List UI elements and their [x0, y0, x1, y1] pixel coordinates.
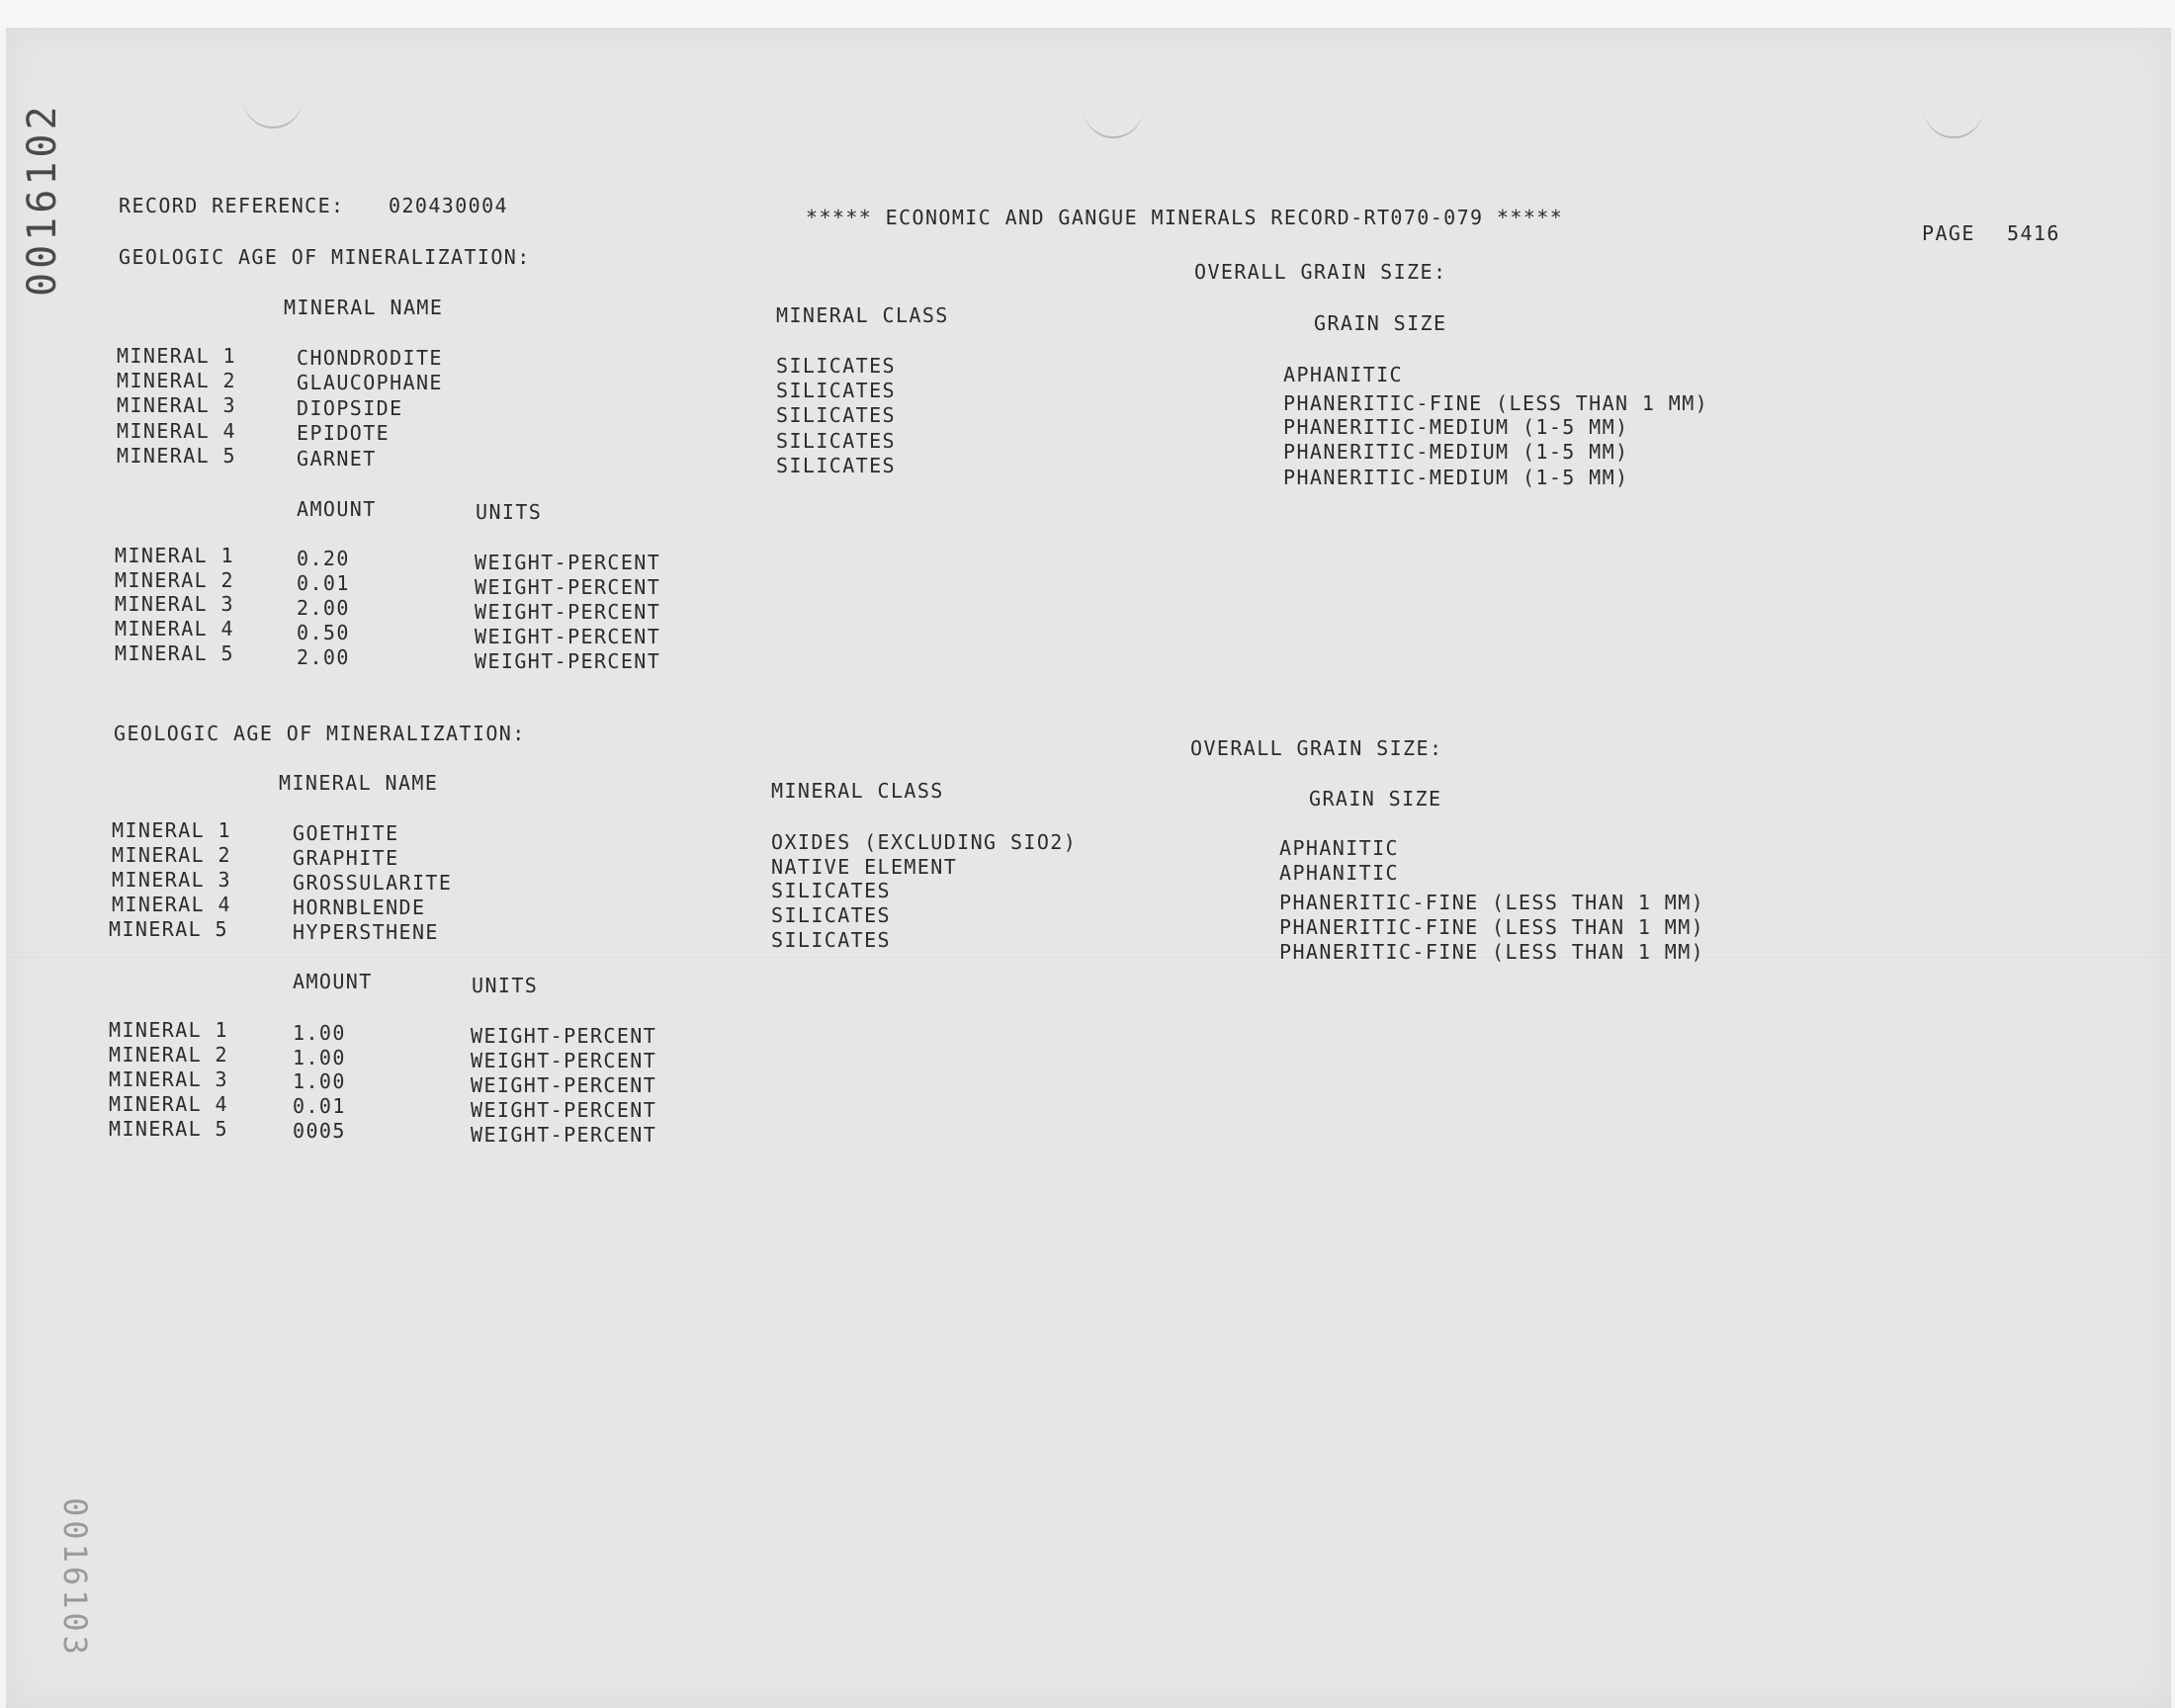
mineral-units: WEIGHT-PERCENT — [471, 1073, 657, 1097]
mineral-class: OXIDES (EXCLUDING SIO2) — [771, 830, 1078, 854]
grain-size: PHANERITIC-MEDIUM (1-5 MM) — [1283, 466, 1629, 489]
mineral-name: HORNBLENDE — [293, 896, 426, 919]
mineral-name: EPIDOTE — [297, 421, 391, 445]
mineral-units: WEIGHT-PERCENT — [475, 551, 661, 574]
mineral-units: WEIGHT-PERCENT — [475, 575, 661, 599]
units-header: UNITS — [472, 974, 539, 997]
mineral-label: MINERAL 1 — [115, 544, 234, 567]
mineral-amount: 0.01 — [297, 571, 350, 595]
grain-size: APHANITIC — [1283, 363, 1403, 386]
grain-size: PHANERITIC-FINE (LESS THAN 1 MM) — [1279, 915, 1705, 939]
fold-line — [6, 957, 2171, 958]
mineral-class: SILICATES — [776, 403, 896, 427]
mineral-label: MINERAL 3 — [109, 1068, 228, 1091]
mineral-label: MINERAL 1 — [109, 1018, 228, 1042]
mineral-label: MINERAL 5 — [109, 917, 228, 941]
side-stamp-faint: 0016103 — [56, 1497, 94, 1659]
mineral-amount: 1.00 — [293, 1046, 346, 1069]
mineral-amount: 0.20 — [297, 547, 350, 570]
mineral-label: MINERAL 4 — [112, 893, 231, 916]
mineral-units: WEIGHT-PERCENT — [471, 1024, 657, 1048]
grain-size: PHANERITIC-MEDIUM (1-5 MM) — [1283, 440, 1629, 464]
binder-hole — [1924, 97, 1983, 138]
mineral-units: WEIGHT-PERCENT — [475, 649, 661, 673]
mineral-class-header: MINERAL CLASS — [771, 779, 944, 803]
grain-size: PHANERITIC-FINE (LESS THAN 1 MM) — [1279, 891, 1705, 914]
mineral-label: MINERAL 3 — [115, 592, 234, 616]
page-label: PAGE — [1922, 221, 1975, 245]
mineral-class: SILICATES — [776, 454, 896, 477]
mineral-amount: 0005 — [293, 1119, 346, 1143]
mineral-name: GOETHITE — [293, 821, 399, 845]
record-reference-label: RECORD REFERENCE: — [119, 194, 345, 217]
mineral-label: MINERAL 3 — [117, 393, 236, 417]
mineral-amount: 0.01 — [293, 1094, 346, 1118]
grain-size-header: GRAIN SIZE — [1314, 311, 1447, 335]
mineral-name: GROSSULARITE — [293, 871, 453, 895]
grain-size-header: GRAIN SIZE — [1309, 787, 1442, 811]
grain-size: PHANERITIC-FINE (LESS THAN 1 MM) — [1279, 940, 1705, 964]
mineral-label: MINERAL 2 — [109, 1043, 228, 1067]
mineral-label: MINERAL 1 — [112, 818, 231, 842]
mineral-name: HYPERSTHENE — [293, 920, 439, 944]
mineral-units: WEIGHT-PERCENT — [471, 1049, 657, 1072]
mineral-label: MINERAL 2 — [117, 369, 236, 392]
mineral-label: MINERAL 2 — [115, 568, 234, 592]
mineral-amount: 1.00 — [293, 1021, 346, 1045]
mineral-label: MINERAL 5 — [117, 444, 236, 468]
mineral-amount: 2.00 — [297, 645, 350, 669]
mineral-class: SILICATES — [771, 928, 891, 952]
mineral-units: WEIGHT-PERCENT — [475, 600, 661, 624]
mineral-class: SILICATES — [776, 354, 896, 378]
binder-hole — [1084, 97, 1143, 138]
scan-top-margin — [0, 0, 2175, 30]
mineral-units: WEIGHT-PERCENT — [471, 1123, 657, 1147]
mineral-name: CHONDRODITE — [297, 346, 443, 370]
overall-grain-size-label: OVERALL GRAIN SIZE: — [1190, 736, 1443, 760]
mineral-label: MINERAL 3 — [112, 868, 231, 892]
overall-grain-size-label: OVERALL GRAIN SIZE: — [1194, 260, 1447, 284]
mineral-label: MINERAL 5 — [109, 1117, 228, 1141]
mineral-label: MINERAL 4 — [109, 1092, 228, 1116]
mineral-name: GRAPHITE — [293, 846, 399, 870]
mineral-amount: 0.50 — [297, 621, 350, 644]
mineral-class: SILICATES — [771, 879, 891, 902]
grain-size: PHANERITIC-FINE (LESS THAN 1 MM) — [1283, 391, 1709, 415]
grain-size: PHANERITIC-MEDIUM (1-5 MM) — [1283, 415, 1629, 439]
side-stamp-number: 0016102 — [20, 102, 65, 297]
mineral-amount: 1.00 — [293, 1069, 346, 1093]
mineral-units: WEIGHT-PERCENT — [475, 625, 661, 648]
record-reference-value: 020430004 — [389, 194, 508, 217]
mineral-label: MINERAL 1 — [117, 344, 236, 368]
grain-size: APHANITIC — [1279, 861, 1399, 885]
mineral-class-header: MINERAL CLASS — [776, 303, 949, 327]
mineral-class: SILICATES — [776, 379, 896, 402]
mineral-name: GARNET — [297, 447, 377, 470]
mineral-name: DIOPSIDE — [297, 396, 403, 420]
mineral-amount: 2.00 — [297, 596, 350, 620]
grain-size: APHANITIC — [1279, 836, 1399, 860]
amount-header: AMOUNT — [293, 970, 373, 993]
binder-hole — [243, 87, 303, 128]
geologic-age-label: GEOLOGIC AGE OF MINERALIZATION: — [114, 722, 526, 745]
mineral-class: SILICATES — [776, 429, 896, 453]
page-number: 5416 — [2007, 221, 2060, 245]
mineral-label: MINERAL 4 — [117, 419, 236, 443]
mineral-class: SILICATES — [771, 903, 891, 927]
mineral-name-header: MINERAL NAME — [279, 771, 439, 795]
mineral-label: MINERAL 4 — [115, 617, 234, 640]
mineral-label: MINERAL 2 — [112, 843, 231, 867]
mineral-label: MINERAL 5 — [115, 641, 234, 665]
mineral-name: GLAUCOPHANE — [297, 371, 443, 394]
mineral-class: NATIVE ELEMENT — [771, 855, 958, 879]
mineral-units: WEIGHT-PERCENT — [471, 1098, 657, 1122]
mineral-name-header: MINERAL NAME — [284, 296, 444, 319]
report-title: ***** ECONOMIC AND GANGUE MINERALS RECORD-RT070-079 ***** — [806, 206, 1564, 229]
amount-header: AMOUNT — [297, 497, 377, 521]
geologic-age-label: GEOLOGIC AGE OF MINERALIZATION: — [119, 245, 531, 269]
units-header: UNITS — [476, 500, 543, 524]
